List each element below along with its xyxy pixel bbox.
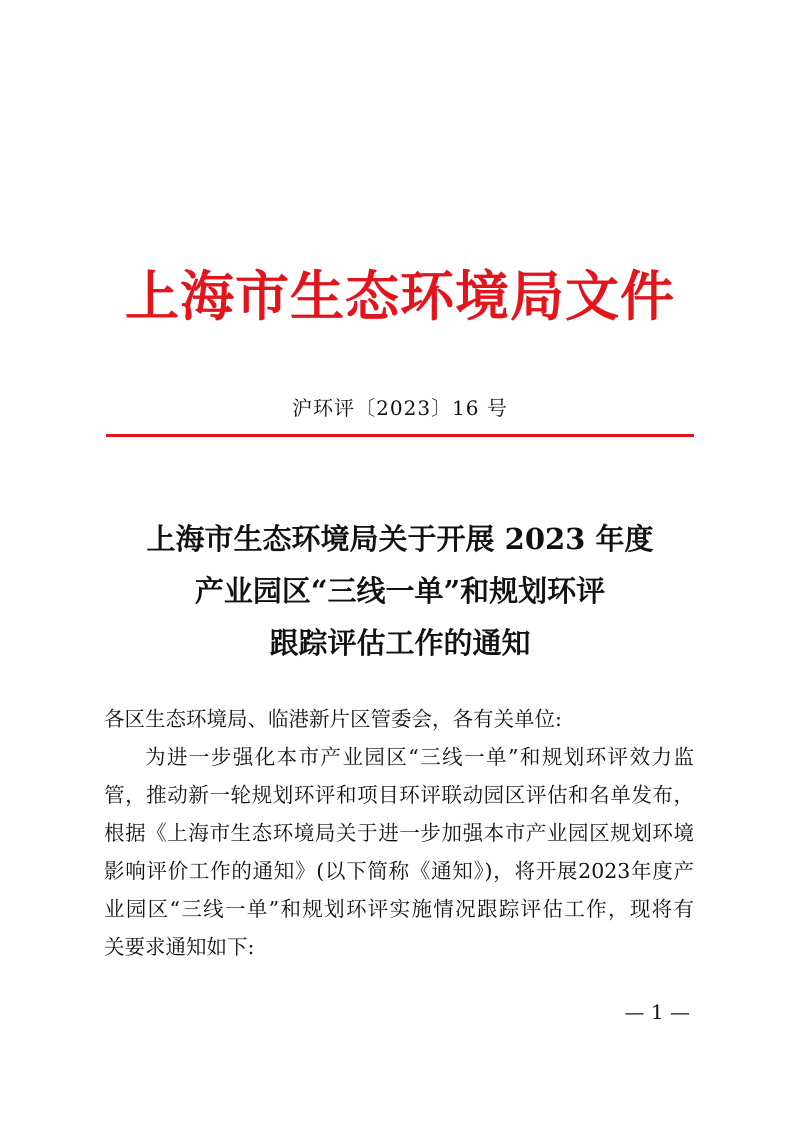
notice-body xyxy=(104,700,694,966)
masthead-title: 上海市生态环境局文件 xyxy=(125,265,675,328)
paragraph-line-3: 根据《上海市生态环境局关于进一步加强本市产业园区规划环境 xyxy=(104,821,694,845)
document-number: 沪环评〔2023〕16 号 xyxy=(292,396,508,420)
notice-title-line-1: 上海市生态环境局关于开展 2023 年度 xyxy=(146,522,654,556)
paragraph-line-5: 业园区“三线一单”和规划环评实施情况跟踪评估工作，现将有 xyxy=(104,897,694,921)
notice-title-line-3: 跟踪评估工作的通知 xyxy=(269,626,531,660)
notice-title xyxy=(0,513,800,669)
paragraph-line-6: 关要求通知如下: xyxy=(104,935,255,959)
paragraph-line-4: 影响评价工作的通知》(以下简称《通知》)，将开展2023年度产 xyxy=(104,859,694,883)
paragraph-line-2: 管，推动新一轮规划环评和项目环评联动园区评估和名单发布， xyxy=(104,783,694,807)
page-number: — 1 — xyxy=(624,1000,690,1024)
notice-title-line-2: 产业园区“三线一单”和规划环评 xyxy=(194,574,606,608)
salutation: 各区生态环境局、临港新片区管委会，各有关单位: xyxy=(104,707,562,731)
red-divider-line xyxy=(106,434,694,437)
paragraph-line-1: 为进一步强化本市产业园区“三线一单”和规划环评效力监 xyxy=(145,745,694,769)
